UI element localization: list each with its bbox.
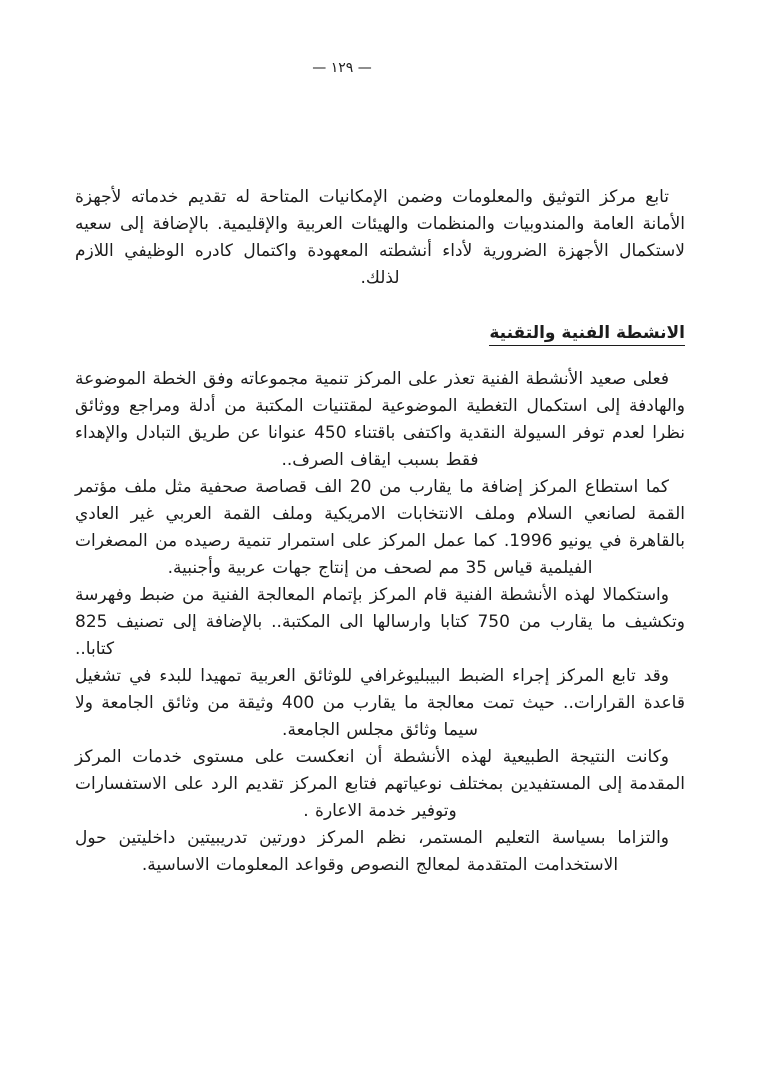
paragraph-5: وقد تابع المركز إجراء الضبط البيبليوغرافي للوثائق العربية تمهيدا للبدء في تشغيل قاعدة القرارات.. حيث تمت معالجة ما يقارب من 400 وثيقة من وثائق الجامعة ولا سيما وثائق مجلس الجامعة. — [75, 666, 685, 740]
section-heading — [75, 320, 685, 347]
section-heading-text: الانشطة الفنية والتقنية — [489, 323, 685, 346]
paragraph-2: فعلى صعيد الأنشطة الفنية تعذر على المركز تنمية مجموعاته وفق الخطة الموضوعة والهادفة إلى استكمال التغطية الموضوعية لمقتنيات المكتبة من أدلة ومراجع ووثائق نظرا لعدم توفر السيولة النقدية واكتفى باقتناء 450 عنوانا عن طريق التبادل والإهداء فقط بسبب ايقاف الصرف.. — [75, 369, 685, 470]
paragraph-7: والتزاما بسياسة التعليم المستمر، نظم المركز دورتين تدريبيتين داخليتين حول الاستخدامت المتقدمة لمعالج النصوص وقواعد المعلومات الاساسية. — [75, 828, 669, 875]
page-number: — ١٢٩ — — [312, 60, 372, 76]
page-content — [75, 184, 685, 879]
paragraph-6: وكانت النتيجة الطبيعية لهذه الأنشطة أن انعكست على مستوى خدمات المركز المقدمة إلى المستفيدين بمختلف نوعياتهم فتابع المركز تقديم الرد على الاستفسارات وتوفير خدمة الاعارة . — [75, 747, 685, 821]
paragraph-4: واستكمالا لهذه الأنشطة الفنية قام المركز بإتمام المعالجة الفنية من ضبط وفهرسة وتكشيف ما يقارب من 750 كتابا وارسالها الى المكتبة.. بالإضافة إلى تصنيف 825 كتابا.. — [75, 585, 685, 659]
paragraph-3: كما استطاع المركز إضافة ما يقارب من 20 الف قصاصة صحفية مثل ملف مؤتمر القمة لصانعي السلام وملف الانتخابات الامريكية وملف القمة العربي غير العادي بالقاهرة في يونيو 1996. كما عمل المركز على استمرار تنمية رصيده من المصغرات الفيلمية قياس 35 مم لصحف من إنتاج جهات عربية وأجنبية. — [75, 477, 685, 578]
paragraph-1: تابع مركز التوثيق والمعلومات وضمن الإمكانيات المتاحة له تقديم خدماته لأجهزة الأمانة العامة والمندوبيات والمنظمات والهيئات العربية والإقليمية. بالإضافة إلى سعيه لاستكمال الأجهزة الضرورية لأداء أنشطته المعهودة واكتمال كادره الوظيفي اللازم لذلك. — [75, 187, 685, 288]
